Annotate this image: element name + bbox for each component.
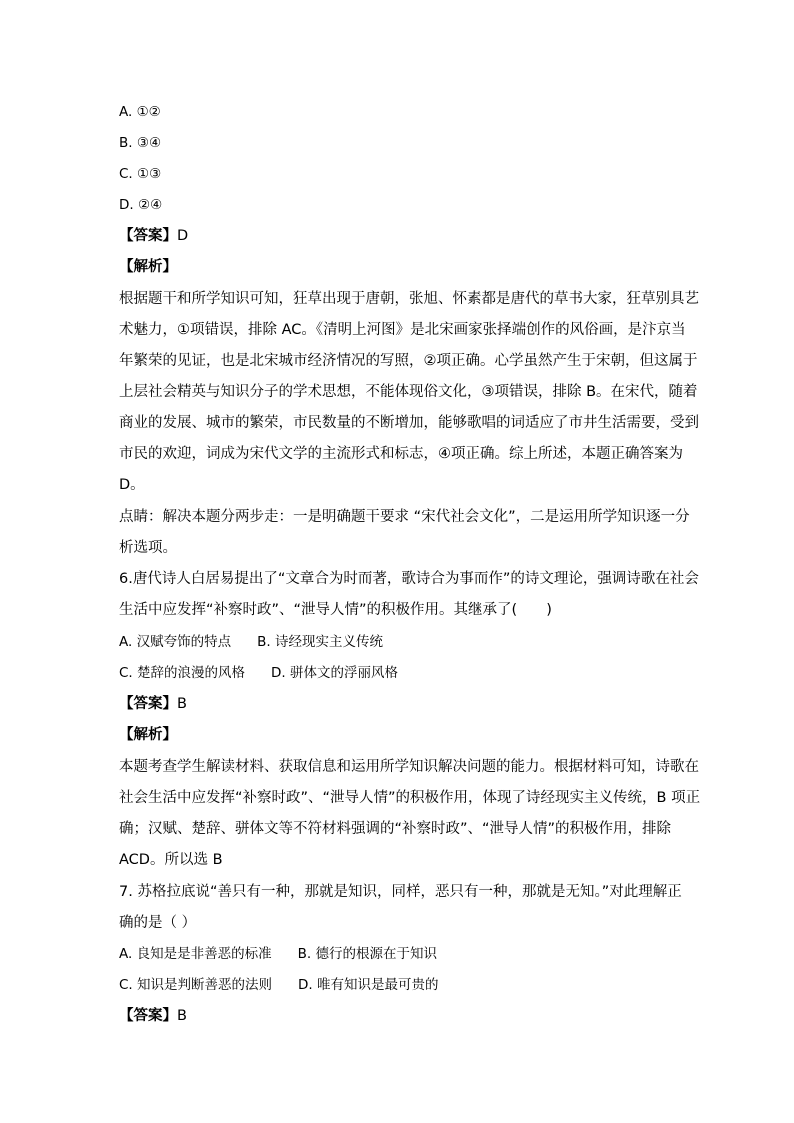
question-7-options-row xyxy=(119,944,437,964)
question-6-options-row xyxy=(119,632,383,652)
option-a: A. ①② xyxy=(119,104,161,120)
question-6-stem: 生活中应发挥“补察时政”、“泄导人情”的积极作用。其继承了( ) xyxy=(119,602,552,618)
question-6-stem: 6.唐代诗人白居易提出了“文章合为时而著，歌诗合为事而作”的诗文理论，强调诗歌在社会 xyxy=(119,571,699,587)
analysis-line: ACD。所以选 B xyxy=(119,852,223,868)
answer-value: D xyxy=(177,228,189,244)
answer-tag: 【答案】 xyxy=(119,696,177,712)
question-7-stem: 确的是（ ） xyxy=(119,915,197,931)
analysis-line: 根据题干和所学知识可知，狂草出现于唐朝，张旭、怀素都是唐代的草书大家，狂草别具艺 xyxy=(119,291,699,307)
analysis-line: 市民的欢迎，词成为宋代文学的主流形式和标志，④项正确。综上所述，本题正确答案为 xyxy=(119,446,683,462)
answer-tag: 【答案】 xyxy=(119,1008,177,1024)
q6-option-d: D. 骈体文的浮丽风格 xyxy=(271,665,398,681)
analysis-line: 社会生活中应发挥“补察时政”、“泄导人情”的积极作用，体现了诗经现实主义传统，B 项正 xyxy=(119,790,701,806)
analysis-line: 本题考查学生解读材料、获取信息和运用所学知识解决问题的能力。根据材料可知，诗歌在 xyxy=(119,759,699,775)
analysis-tag: 【解析】 xyxy=(119,727,177,743)
answer-value: B xyxy=(177,696,187,712)
q7-option-c: C. 知识是判断善恶的法则 xyxy=(119,977,273,993)
analysis-line: 术魅力，①项错误，排除 AC。《清明上河图》是北宋画家张择端创作的风俗画，是汴京当 xyxy=(119,322,686,338)
question-6-options-row xyxy=(119,663,398,683)
analysis-tag: 【解析】 xyxy=(119,259,177,275)
option-c: C. ①③ xyxy=(119,166,162,182)
tip-line: 析选项。 xyxy=(119,540,177,556)
q6-option-c: C. 楚辞的浪漫的风格 xyxy=(119,665,246,681)
q7-option-d: D. 唯有知识是最可贵的 xyxy=(298,977,439,993)
analysis-line: 上层社会精英与知识分子的学术思想，不能体现俗文化，③项错误，排除 B。在宋代，随着 xyxy=(119,384,698,400)
analysis-line: 年繁荣的见证，也是北宋城市经济情况的写照，②项正确。心学虽然产生于宋朝，但这属于 xyxy=(119,353,698,369)
answer-line-q7 xyxy=(119,1006,187,1026)
answer-line-q6 xyxy=(119,694,187,714)
analysis-line: 确；汉赋、楚辞、骈体文等不符材料强调的“补察时政”、“泄导人情”的积极作用，排除 xyxy=(119,821,672,837)
question-7-stem: 7. 苏格拉底说“善只有一种，那就是知识，同样，恶只有一种，那就是无知。”对此理解正 xyxy=(119,884,682,900)
q6-option-b: B. 诗经现实主义传统 xyxy=(257,634,383,650)
analysis-line: 商业的发展、城市的繁荣，市民数量的不断增加，能够歌唱的词适应了市井生活需要，受到 xyxy=(119,415,699,431)
answer-value: B xyxy=(177,1008,187,1024)
q7-option-b: B. 德行的根源在于知识 xyxy=(297,946,437,962)
question-7-options-row xyxy=(119,975,439,995)
analysis-line: D。 xyxy=(119,477,145,493)
answer-tag: 【答案】 xyxy=(119,228,177,244)
tip-line: 点睛：解决本题分两步走：一是明确题干要求 “宋代社会文化”，二是运用所学知识逐一分 xyxy=(119,509,690,525)
option-d: D. ②④ xyxy=(119,197,163,213)
option-b: B. ③④ xyxy=(119,135,162,151)
answer-line-q5 xyxy=(119,226,188,246)
q6-option-a: A. 汉赋夸饰的特点 xyxy=(119,634,232,650)
q7-option-a: A. 良知是是非善恶的标准 xyxy=(119,946,272,962)
